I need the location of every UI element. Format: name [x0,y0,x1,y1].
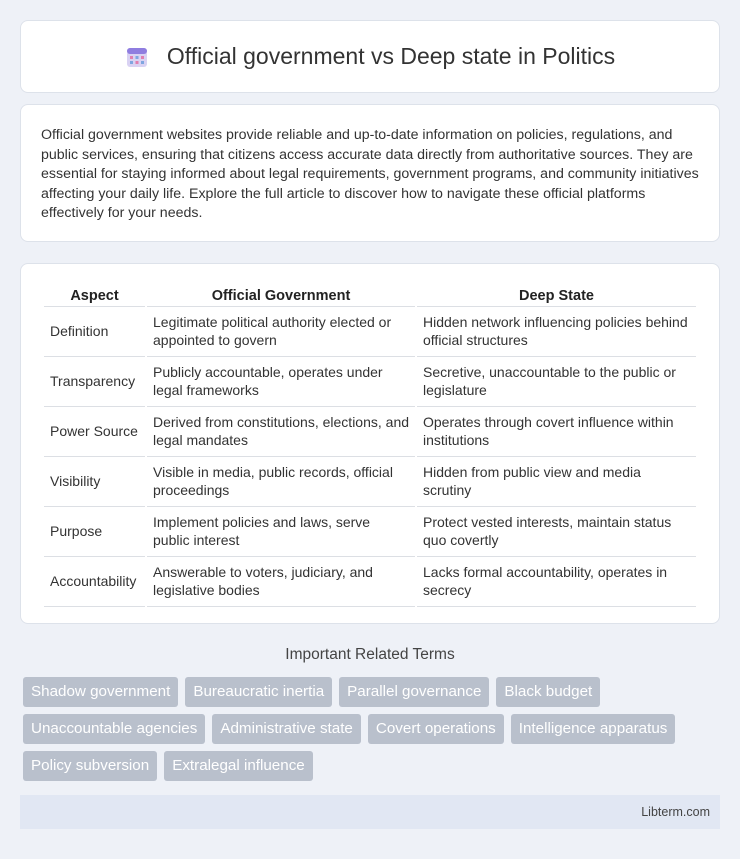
row-deep: Protect vested interests, maintain status quo covertly [417,507,696,557]
row-official: Publicly accountable, operates under legal frameworks [147,357,415,407]
footer-site-link[interactable]: Libterm.com [641,805,710,819]
header-aspect: Aspect [44,282,145,307]
table-header-row [44,282,696,307]
row-aspect: Purpose [44,507,145,557]
row-aspect: Accountability [44,557,145,607]
related-term-tag[interactable]: Covert operations [368,714,504,744]
row-official: Answerable to voters, judiciary, and legislative bodies [147,557,415,607]
related-term-tag[interactable]: Bureaucratic inertia [185,677,332,707]
table-row [44,307,696,357]
calendar-grid-icon [125,45,149,69]
page-title: Official government vs Deep state in Politics [166,43,616,69]
header-card [20,20,720,93]
row-deep: Hidden from public view and media scrutiny [417,457,696,507]
row-official: Derived from constitutions, elections, and legal mandates [147,407,415,457]
intro-card [20,104,720,242]
related-term-tag[interactable]: Policy subversion [23,751,157,781]
related-term-tag[interactable]: Unaccountable agencies [23,714,205,744]
table-row [44,507,696,557]
header-official-government: Official Government [147,282,415,307]
row-aspect: Definition [44,307,145,357]
row-deep: Operates through covert influence within institutions [417,407,696,457]
row-deep: Hidden network influencing policies behind official structures [417,307,696,357]
row-deep: Lacks formal accountability, operates in secrecy [417,557,696,607]
related-term-tag[interactable]: Extralegal influence [164,751,313,781]
header [125,43,615,70]
header-deep-state: Deep State [417,282,696,307]
comparison-table [42,282,698,607]
row-aspect: Transparency [44,357,145,407]
row-deep: Secretive, unaccountable to the public or legislature [417,357,696,407]
row-official: Implement policies and laws, serve public interest [147,507,415,557]
table-row [44,457,696,507]
related-terms-title: Important Related Terms [285,646,455,663]
related-term-tag[interactable]: Parallel governance [339,677,489,707]
row-official: Legitimate political authority elected or appointed to govern [147,307,415,357]
row-official: Visible in media, public records, official proceedings [147,457,415,507]
related-terms-tags [23,677,723,781]
intro-paragraph: Official government websites provide reliable and up-to-date information on policies, regulations, and public services, ensuring that citizens access accurate data directly from authoritative sources. They are essential for staying informed about legal requirements, government programs, and community initiatives affecting your daily life. Explore the full article to discover how to navigate these official platforms effectively for your needs. [41,127,699,221]
related-term-tag[interactable]: Black budget [496,677,600,707]
table-row [44,557,696,607]
related-term-tag[interactable]: Administrative state [212,714,361,744]
footer [20,795,720,829]
comparison-table-card [20,263,720,624]
row-aspect: Power Source [44,407,145,457]
table-row [44,357,696,407]
related-term-tag[interactable]: Intelligence apparatus [511,714,676,744]
related-term-tag[interactable]: Shadow government [23,677,178,707]
row-aspect: Visibility [44,457,145,507]
table-row [44,407,696,457]
